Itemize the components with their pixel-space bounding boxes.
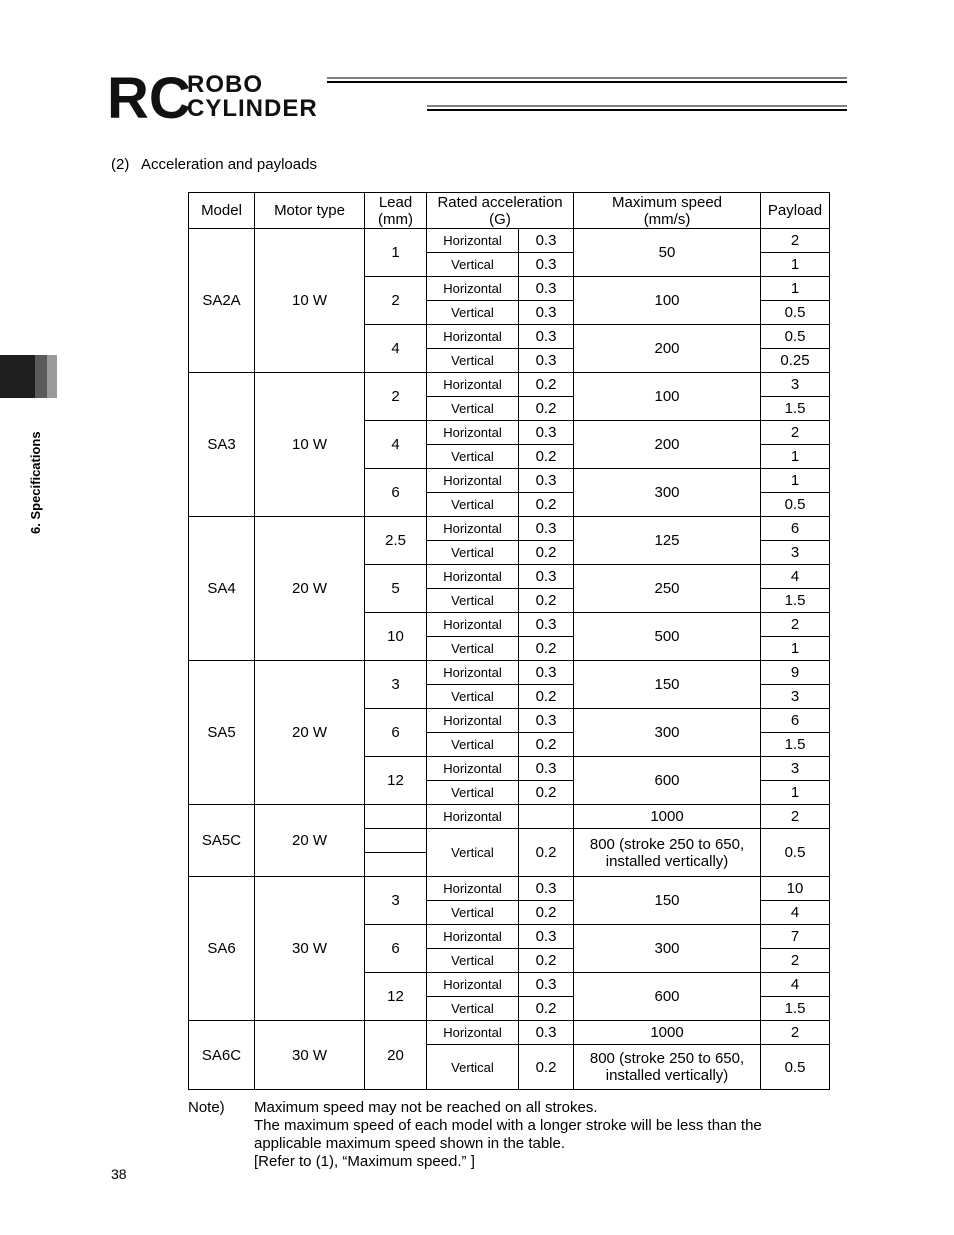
lead-cell: 3 [365,877,427,925]
direction-cell: Horizontal [427,709,519,733]
lead-cell: 2.5 [365,517,427,565]
lead-cell: 3 [365,661,427,709]
direction-cell: Horizontal [427,325,519,349]
payload-cell: 7 [761,925,830,949]
direction-cell: Vertical [427,781,519,805]
acceleration-cell: 0.3 [519,709,574,733]
table-row [189,229,830,253]
section-heading: (2) Acceleration and payloads [111,156,317,173]
lead-cell [365,805,427,829]
max-speed-cell: 300 [574,925,761,973]
acceleration-cell: 0.2 [519,1045,574,1090]
acceleration-cell: 0.3 [519,253,574,277]
direction-cell: Vertical [427,445,519,469]
acceleration-cell: 0.3 [519,349,574,373]
payload-cell: 6 [761,517,830,541]
lead-cell: 20 [365,1021,427,1090]
acceleration-cell: 0.3 [519,277,574,301]
note-line: applicable maximum speed shown in the table. [254,1135,566,1152]
payload-cell: 9 [761,661,830,685]
direction-cell: Horizontal [427,1021,519,1045]
acceleration-cell: 0.2 [519,949,574,973]
payload-cell: 3 [761,685,830,709]
lead-cell: 2 [365,277,427,325]
model-cell: SA4 [189,517,255,661]
lead-cell: 10 [365,613,427,661]
motor-cell: 20 W [255,805,365,877]
acceleration-cell: 0.3 [519,925,574,949]
svg-text:RC: RC [107,70,191,122]
lead-cell: 4 [365,421,427,469]
max-speed-cell: 300 [574,709,761,757]
max-speed-cell: 600 [574,757,761,805]
motor-cell: 30 W [255,877,365,1021]
payload-cell: 0.5 [761,829,830,877]
acceleration-cell: 0.2 [519,637,574,661]
acceleration-cell: 0.3 [519,517,574,541]
acceleration-cell: 0.2 [519,997,574,1021]
svg-text:ROBO: ROBO [187,71,263,98]
payload-cell: 2 [761,1021,830,1045]
note-line: The maximum speed of each model with a longer stroke will be less than the [254,1117,762,1134]
direction-cell: Horizontal [427,565,519,589]
acceleration-cell: 0.3 [519,469,574,493]
acceleration-cell: 0.3 [519,877,574,901]
header-rated-acceleration: Rated acceleration (G) [427,193,574,229]
direction-cell: Horizontal [427,277,519,301]
max-speed-cell: 1000 [574,805,761,829]
payload-cell: 2 [761,421,830,445]
sa5c-group [189,805,830,877]
lead-cell: 6 [365,925,427,973]
direction-cell: Vertical [427,829,519,877]
direction-cell: Vertical [427,493,519,517]
max-speed-cell: 300 [574,469,761,517]
chapter-tab-marker-light [47,355,57,398]
motor-cell: 10 W [255,229,365,373]
table-row [189,661,830,685]
lead-cell: 6 [365,709,427,757]
direction-cell: Horizontal [427,661,519,685]
direction-cell: Horizontal [427,925,519,949]
direction-cell: Vertical [427,685,519,709]
acceleration-cell: 0.3 [519,421,574,445]
acceleration-cell: 0.2 [519,373,574,397]
direction-cell: Horizontal [427,805,519,829]
payload-cell: 1 [761,469,830,493]
direction-cell: Vertical [427,589,519,613]
acceleration-cell: 0.3 [519,757,574,781]
payload-cell: 2 [761,613,830,637]
note-line: Maximum speed may not be reached on all strokes. [254,1099,598,1116]
acceleration-cell: 0.3 [519,325,574,349]
payload-cell: 0.25 [761,349,830,373]
header-lead: Lead (mm) [365,193,427,229]
payload-cell: 10 [761,877,830,901]
sa6c-group [189,1021,830,1090]
max-speed-cell: 250 [574,565,761,613]
direction-cell: Vertical [427,349,519,373]
motor-cell: 20 W [255,517,365,661]
max-speed-cell: 150 [574,661,761,709]
table-header-row [189,193,830,229]
acceleration-cell: 0.2 [519,493,574,517]
lead-cell [365,829,427,853]
max-speed-cell: 200 [574,421,761,469]
chapter-side-label: 6. Specifications [28,431,43,534]
lead-cell: 4 [365,325,427,373]
payload-cell: 2 [761,949,830,973]
motor-cell: 30 W [255,1021,365,1090]
acceleration-cell: 0.3 [519,661,574,685]
table-row [189,805,830,829]
table-row [189,517,830,541]
payload-cell: 2 [761,229,830,253]
max-speed-cell: 600 [574,973,761,1021]
payload-cell: 1 [761,253,830,277]
lead-cell: 6 [365,469,427,517]
max-speed-cell: 125 [574,517,761,565]
direction-cell: Vertical [427,901,519,925]
max-speed-cell: 200 [574,325,761,373]
direction-cell: Vertical [427,253,519,277]
payload-cell: 2 [761,805,830,829]
max-speed-cell: 800 (stroke 250 to 650, installed vertically) [574,1045,761,1090]
acceleration-cell: 0.3 [519,301,574,325]
header-model: Model [189,193,255,229]
table-row [189,1021,830,1045]
max-speed-cell: 800 (stroke 250 to 650, installed vertically) [574,829,761,877]
acceleration-cell: 0.2 [519,541,574,565]
direction-cell: Horizontal [427,469,519,493]
direction-cell: Vertical [427,637,519,661]
acceleration-cell: 0.3 [519,565,574,589]
payload-cell: 4 [761,973,830,997]
max-speed-cell: 1000 [574,1021,761,1045]
acceleration-cell: 0.2 [519,733,574,757]
acceleration-cell: 0.2 [519,829,574,877]
direction-cell: Vertical [427,301,519,325]
payload-cell: 4 [761,565,830,589]
model-cell: SA5 [189,661,255,805]
note-label: Note) [188,1099,225,1116]
direction-cell: Vertical [427,949,519,973]
direction-cell: Horizontal [427,973,519,997]
payload-cell: 1.5 [761,733,830,757]
payload-cell: 1.5 [761,589,830,613]
table-row [189,877,830,901]
lead-cell: 12 [365,973,427,1021]
acceleration-cell: 0.3 [519,613,574,637]
page-number: 38 [111,1166,127,1182]
payload-cell: 3 [761,757,830,781]
payload-cell: 0.5 [761,301,830,325]
acceleration-cell: 0.2 [519,589,574,613]
svg-text:CYLINDER: CYLINDER [187,95,318,122]
lead-cell: 12 [365,757,427,805]
chapter-tab-marker-mid [35,355,47,398]
model-cell: SA6C [189,1021,255,1090]
acceleration-cell: 0.3 [519,973,574,997]
direction-cell: Horizontal [427,229,519,253]
max-speed-cell: 100 [574,277,761,325]
acceleration-cell: 0.3 [519,229,574,253]
table-row [189,373,830,397]
direction-cell: Vertical [427,541,519,565]
direction-cell: Horizontal [427,373,519,397]
model-cell: SA5C [189,805,255,877]
model-cell: SA6 [189,877,255,1021]
header-maximum-speed: Maximum speed (mm/s) [574,193,761,229]
direction-cell: Vertical [427,733,519,757]
header-motor-type: Motor type [255,193,365,229]
payload-cell: 1 [761,781,830,805]
payload-cell: 1.5 [761,397,830,421]
header-payload: Payload [761,193,830,229]
payload-cell: 0.5 [761,493,830,517]
motor-cell: 10 W [255,373,365,517]
direction-cell: Horizontal [427,613,519,637]
payload-cell: 1 [761,277,830,301]
lead-cell: 1 [365,229,427,277]
payload-cell: 0.5 [761,325,830,349]
direction-cell: Horizontal [427,517,519,541]
acceleration-cell: 0.2 [519,901,574,925]
direction-cell: Vertical [427,397,519,421]
payload-cell: 0.5 [761,1045,830,1090]
lead-cell: 5 [365,565,427,613]
acceleration-cell: 0.2 [519,781,574,805]
acceleration-cell [519,805,574,829]
motor-cell: 20 W [255,661,365,805]
robo-cylinder-logo [107,70,847,122]
acceleration-cell: 0.3 [519,1021,574,1045]
max-speed-cell: 50 [574,229,761,277]
acceleration-cell: 0.2 [519,397,574,421]
chapter-tab-marker [0,355,35,398]
model-cell: SA3 [189,373,255,517]
payload-cell: 1 [761,637,830,661]
note-line: [Refer to (1), “Maximum speed.” ] [254,1153,475,1170]
note-body [254,1099,814,1171]
payload-cell: 1.5 [761,997,830,1021]
direction-cell: Horizontal [427,757,519,781]
payload-cell: 4 [761,901,830,925]
acceleration-cell: 0.2 [519,445,574,469]
max-speed-cell: 150 [574,877,761,925]
direction-cell: Horizontal [427,421,519,445]
lead-cell [365,853,427,877]
model-cell: SA2A [189,229,255,373]
payload-cell: 1 [761,445,830,469]
payload-cell: 3 [761,541,830,565]
payload-cell: 6 [761,709,830,733]
direction-cell: Horizontal [427,877,519,901]
acceleration-cell: 0.2 [519,685,574,709]
max-speed-cell: 100 [574,373,761,421]
acceleration-payload-table [188,192,830,1090]
max-speed-cell: 500 [574,613,761,661]
payload-cell: 3 [761,373,830,397]
direction-cell: Vertical [427,1045,519,1090]
direction-cell: Vertical [427,997,519,1021]
lead-cell: 2 [365,373,427,421]
